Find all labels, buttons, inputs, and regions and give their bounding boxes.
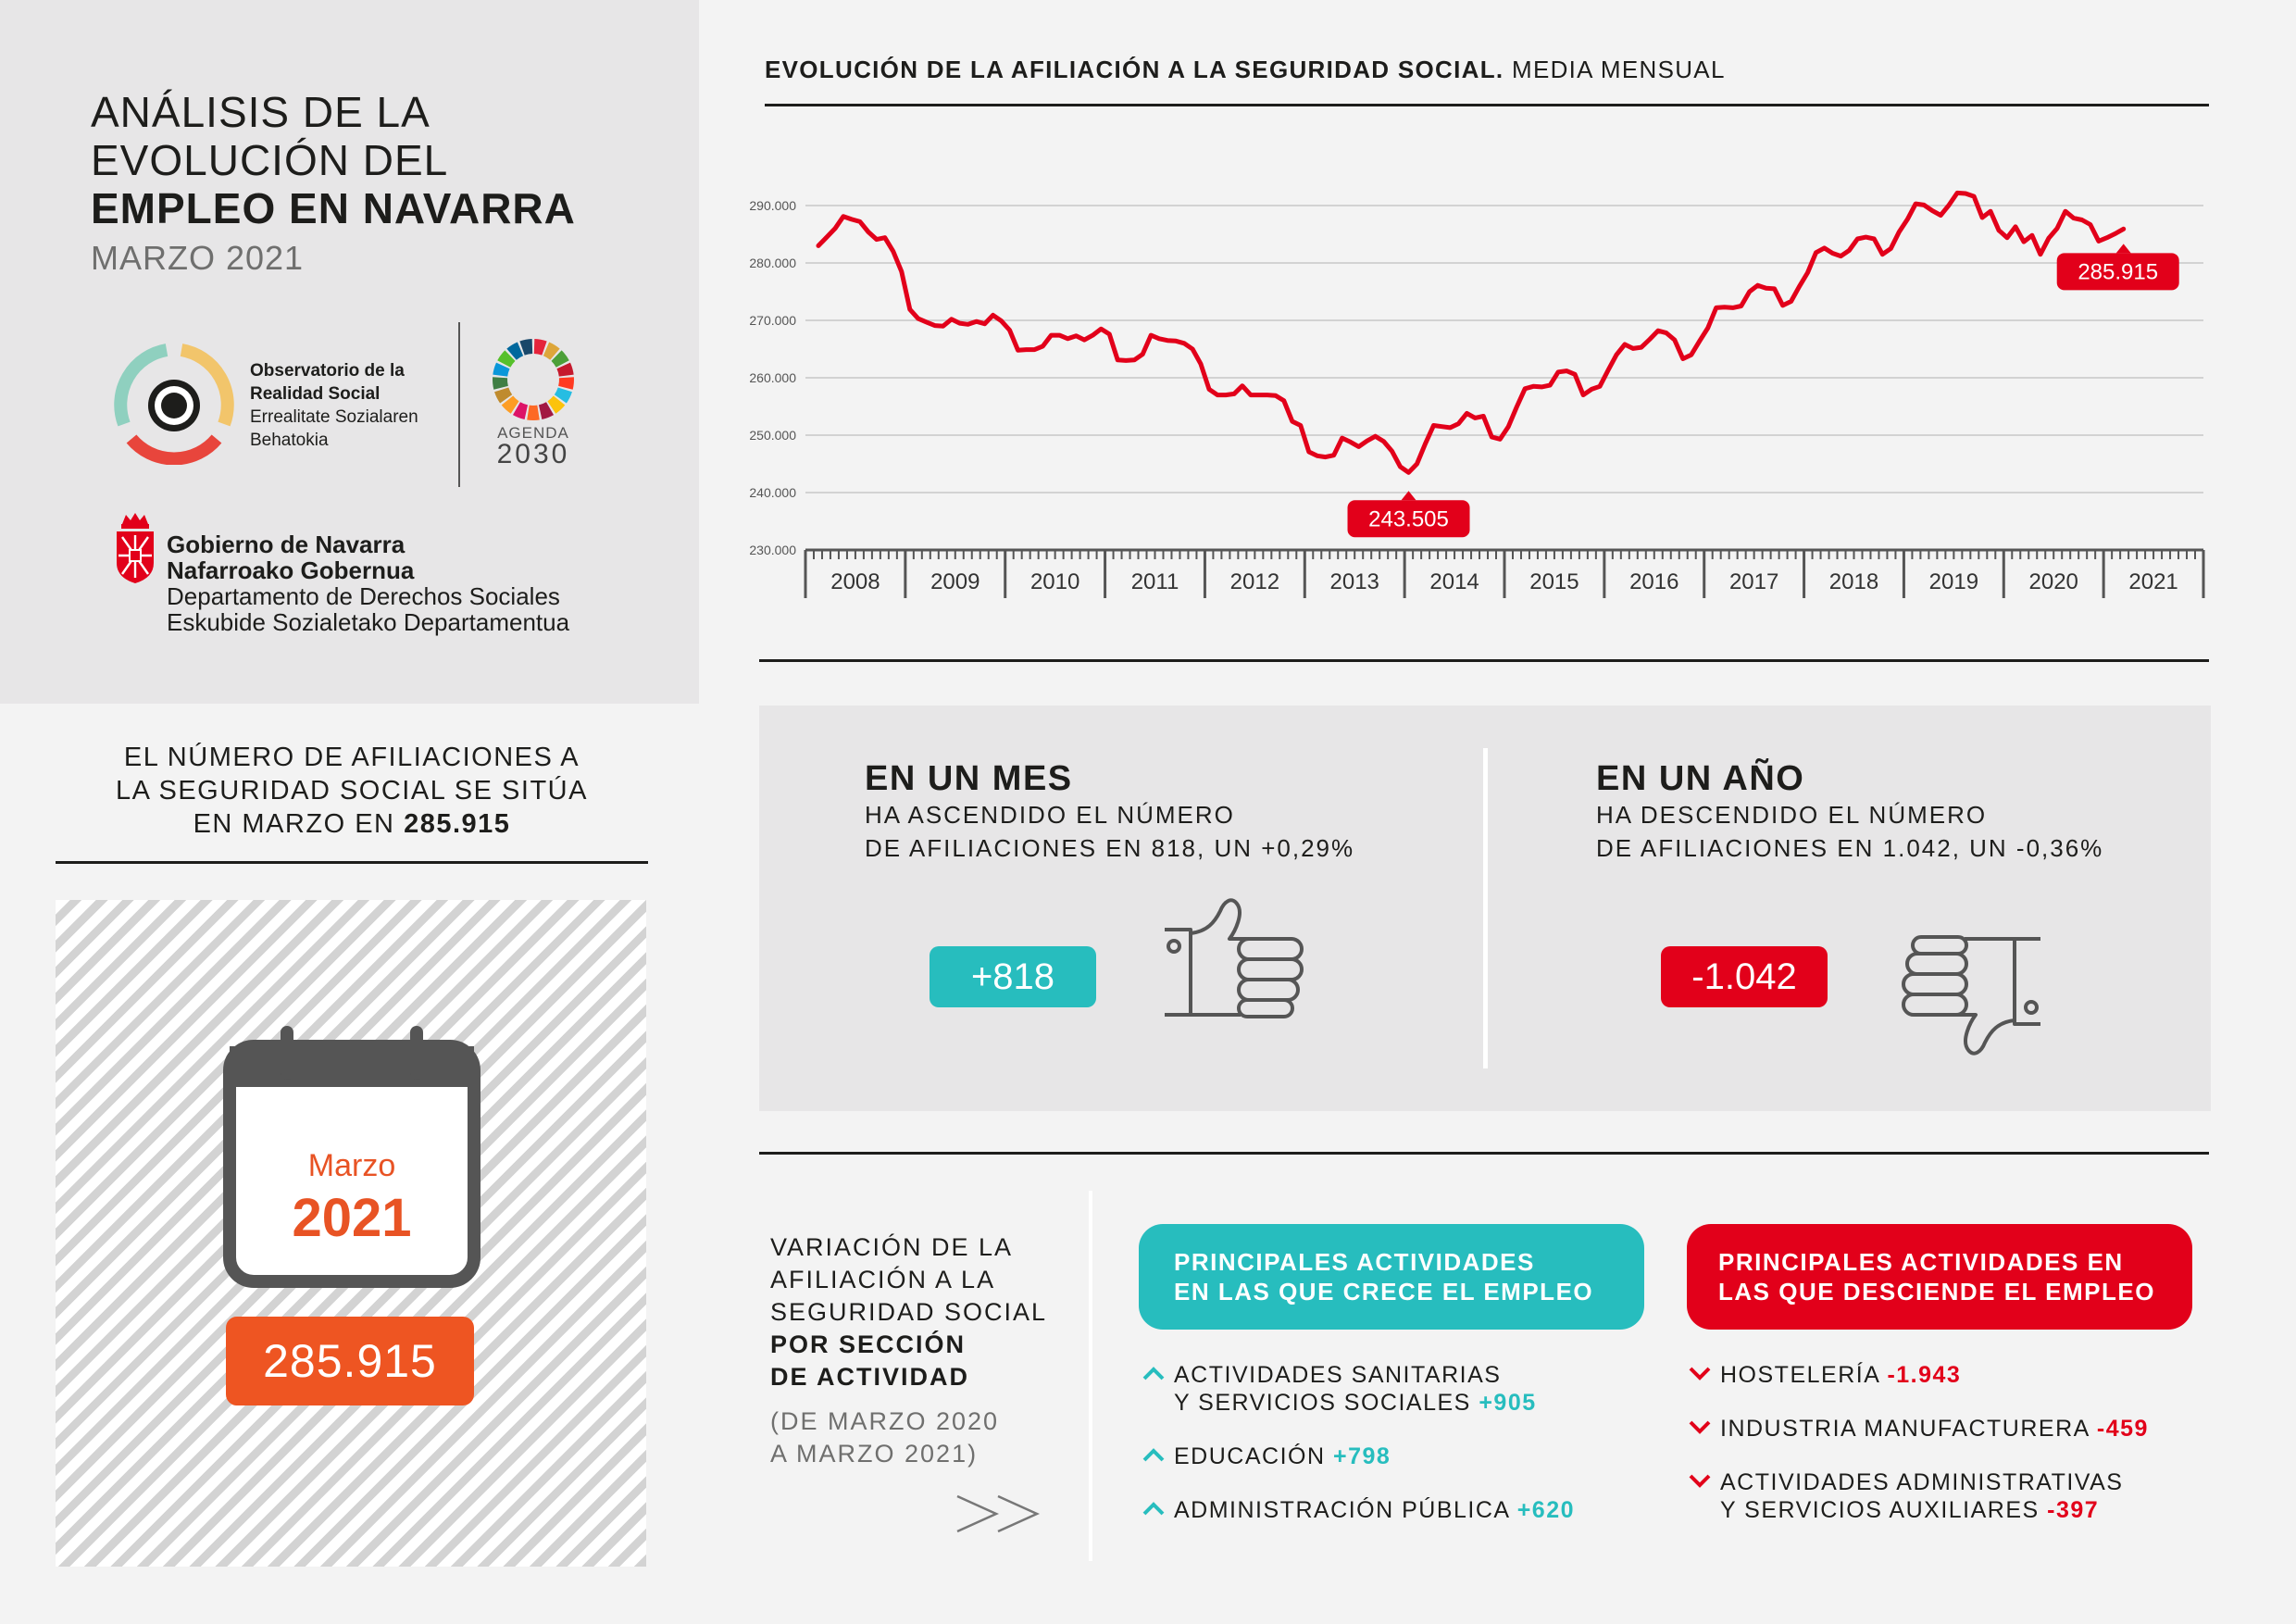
agenda-year: 2030 <box>496 439 570 469</box>
observatorio-line-4: Behatokia <box>250 431 329 450</box>
growth-item-3-value: +620 <box>1516 1497 1575 1523</box>
chart-top-rule <box>765 104 2209 106</box>
chart-title <box>765 56 1726 84</box>
chevron-up-icon <box>1142 1365 1165 1381</box>
x-tick-label: 2019 <box>1928 569 1979 594</box>
thumbs-up-icon <box>1163 898 1311 1037</box>
double-chevron-right-icon <box>954 1491 1046 1537</box>
growth-item-2-label: EDUCACIÓN <box>1174 1443 1326 1469</box>
list-item <box>1142 1496 1575 1524</box>
title-line-2: EVOLUCIÓN DEL <box>91 136 449 184</box>
summary-line-3 <box>56 807 648 841</box>
summary-divider <box>56 861 648 864</box>
x-tick-label: 2016 <box>1629 569 1679 594</box>
year-description <box>1596 798 2170 865</box>
summary-text <box>56 741 648 841</box>
y-tick-label: 250.000 <box>749 428 796 443</box>
decline-item-3-value: -397 <box>2047 1497 2100 1523</box>
chart-title-bold: EVOLUCIÓN DE LA AFILIACIÓN A LA SEGURIDAD SOCIAL. <box>765 56 1504 83</box>
x-tick-label: 2014 <box>1429 569 1479 594</box>
variation-range-line-1: (DE MARZO 2020 <box>770 1407 1000 1435</box>
calendar-month: Marzo <box>307 1148 396 1183</box>
observatorio-line-3: Errealitate Sozialaren <box>250 407 418 427</box>
x-tick-label: 2018 <box>1828 569 1879 594</box>
year-change-badge: -1.042 <box>1661 946 1828 1007</box>
bottom-divider <box>1089 1191 1092 1561</box>
growth-item-1-value: +905 <box>1479 1390 1537 1416</box>
growth-activities-header <box>1139 1224 1644 1330</box>
x-tick-label: 2015 <box>1529 569 1579 594</box>
growth-item-1-line-2: Y SERVICIOS SOCIALES <box>1174 1390 1471 1416</box>
change-panel-divider <box>1483 748 1488 1068</box>
affiliation-series-line <box>818 193 2124 472</box>
annotation-label: 285.915 <box>2078 259 2159 285</box>
x-tick-label: 2011 <box>1130 569 1179 594</box>
y-tick-label: 260.000 <box>749 370 796 385</box>
agenda-wheel-segment <box>527 406 540 420</box>
affiliation-line-chart <box>731 167 2231 611</box>
gov-line-3: Departamento de Derechos Sociales <box>167 582 560 610</box>
list-item <box>1689 1415 2149 1443</box>
month-description <box>865 798 1439 865</box>
decline-item-2-value: -459 <box>2096 1416 2149 1442</box>
x-tick-label: 2010 <box>1029 569 1080 594</box>
observatorio-line-2: Realidad Social <box>250 384 381 404</box>
x-tick-label: 2020 <box>2028 569 2078 594</box>
decline-item-3-line-2: Y SERVICIOS AUXILIARES <box>1720 1497 2040 1523</box>
month-desc-line-2: DE AFILIACIONES EN 818, UN +0,29% <box>865 834 1355 862</box>
y-tick-label: 290.000 <box>749 198 796 213</box>
x-tick-label: 2012 <box>1229 569 1280 594</box>
chevron-down-icon <box>1689 1365 1711 1381</box>
observatorio-line-1: Observatorio de la <box>250 361 405 381</box>
list-item <box>1689 1361 1961 1389</box>
y-tick-label: 280.000 <box>749 256 796 270</box>
variation-line-4: POR SECCIÓN <box>770 1330 967 1358</box>
decline-activities-header <box>1687 1224 2192 1330</box>
y-tick-label: 230.000 <box>749 543 796 557</box>
title-line-3: EMPLEO EN NAVARRA <box>91 184 576 232</box>
summary-value: 285.915 <box>404 809 511 839</box>
x-tick-label: 2017 <box>1728 569 1779 594</box>
x-tick-label: 2009 <box>930 569 980 594</box>
year-desc-line-2: DE AFILIACIONES EN 1.042, UN -0,36% <box>1596 834 2104 862</box>
growth-item-3-label: ADMINISTRACIÓN PÚBLICA <box>1174 1497 1510 1523</box>
thumbs-down-icon <box>1894 917 2042 1056</box>
observatorio-logo-icon <box>109 343 239 465</box>
main-title <box>91 88 683 232</box>
x-tick-label: 2013 <box>1329 569 1379 594</box>
decline-item-1-value: -1.943 <box>1887 1362 1962 1388</box>
agenda-label: AGENDA <box>497 424 569 442</box>
y-tick-label: 240.000 <box>749 485 796 500</box>
x-tick-label: 2008 <box>830 569 880 594</box>
y-tick-label: 270.000 <box>749 313 796 328</box>
bottom-rule <box>759 1152 2209 1155</box>
chart-title-rest: MEDIA MENSUAL <box>1511 56 1726 83</box>
variation-range <box>770 1405 999 1470</box>
chevron-down-icon <box>1689 1472 1711 1489</box>
agenda-wheel-segment <box>493 377 508 390</box>
variation-title <box>770 1231 1047 1393</box>
decline-item-3-line-1: ACTIVIDADES ADMINISTRATIVAS <box>1720 1469 2124 1495</box>
title-line-1: ANÁLISIS DE LA <box>91 88 430 136</box>
navarra-coat-of-arms-icon <box>113 511 157 585</box>
variation-line-3: SEGURIDAD SOCIAL <box>770 1298 1048 1326</box>
list-item <box>1142 1443 1391 1470</box>
logo-divider <box>458 322 460 487</box>
chevron-down-icon <box>1689 1418 1711 1435</box>
growth-item-2-value: +798 <box>1332 1443 1391 1469</box>
annotation-pointer <box>2116 244 2131 253</box>
gov-line-1: Gobierno de Navarra <box>167 531 406 558</box>
report-date: MARZO 2021 <box>91 239 305 277</box>
variation-line-1: VARIACIÓN DE LA <box>770 1233 1014 1261</box>
summary-line-3-prefix: EN MARZO EN <box>193 809 395 839</box>
variation-line-2: AFILIACIÓN A LA <box>770 1266 996 1293</box>
total-affiliations-badge: 285.915 <box>226 1317 474 1405</box>
year-heading: EN UN AÑO <box>1596 759 1805 798</box>
summary-line-1: EL NÚMERO DE AFILIACIONES A <box>123 743 580 772</box>
annotation-label: 243.505 <box>1368 506 1449 532</box>
decline-title-line-1: PRINCIPALES ACTIVIDADES EN <box>1718 1248 2124 1276</box>
year-desc-line-1: HA DESCENDIDO EL NÚMERO <box>1596 801 1988 829</box>
list-item <box>1142 1361 1537 1417</box>
list-item <box>1689 1468 2123 1524</box>
decline-title-line-2: LAS QUE DESCIENDE EL EMPLEO <box>1718 1278 2155 1305</box>
calendar-year: 2021 <box>292 1188 412 1248</box>
growth-item-1-line-1: ACTIVIDADES SANITARIAS <box>1174 1362 1502 1388</box>
chevron-up-icon <box>1142 1500 1165 1517</box>
month-heading: EN UN MES <box>865 759 1073 798</box>
government-name <box>167 531 569 635</box>
variation-range-line-2: A MARZO 2021) <box>770 1440 979 1468</box>
month-change-badge: +818 <box>930 946 1096 1007</box>
x-tick-label: 2021 <box>2128 569 2178 594</box>
gov-line-4: Eskubide Sozialetako Departamentua <box>167 608 570 636</box>
decline-item-2-label: INDUSTRIA MANUFACTURERA <box>1720 1416 2090 1442</box>
summary-line-2: LA SEGURIDAD SOCIAL SE SITÚA <box>116 776 588 806</box>
chevron-up-icon <box>1142 1446 1165 1463</box>
agenda-2030-wheel-icon <box>491 337 576 422</box>
variation-line-5: DE ACTIVIDAD <box>770 1363 970 1391</box>
chart-bottom-rule <box>759 659 2209 662</box>
decline-item-1-label: HOSTELERÍA <box>1720 1362 1879 1388</box>
agenda-wheel-segment <box>558 377 574 390</box>
month-desc-line-1: HA ASCENDIDO EL NÚMERO <box>865 801 1235 829</box>
observatorio-name <box>250 359 418 452</box>
gov-line-2: Nafarroako Gobernua <box>167 556 415 584</box>
growth-title-line-2: EN LAS QUE CRECE EL EMPLEO <box>1174 1278 1594 1305</box>
growth-title-line-1: PRINCIPALES ACTIVIDADES <box>1174 1248 1535 1276</box>
